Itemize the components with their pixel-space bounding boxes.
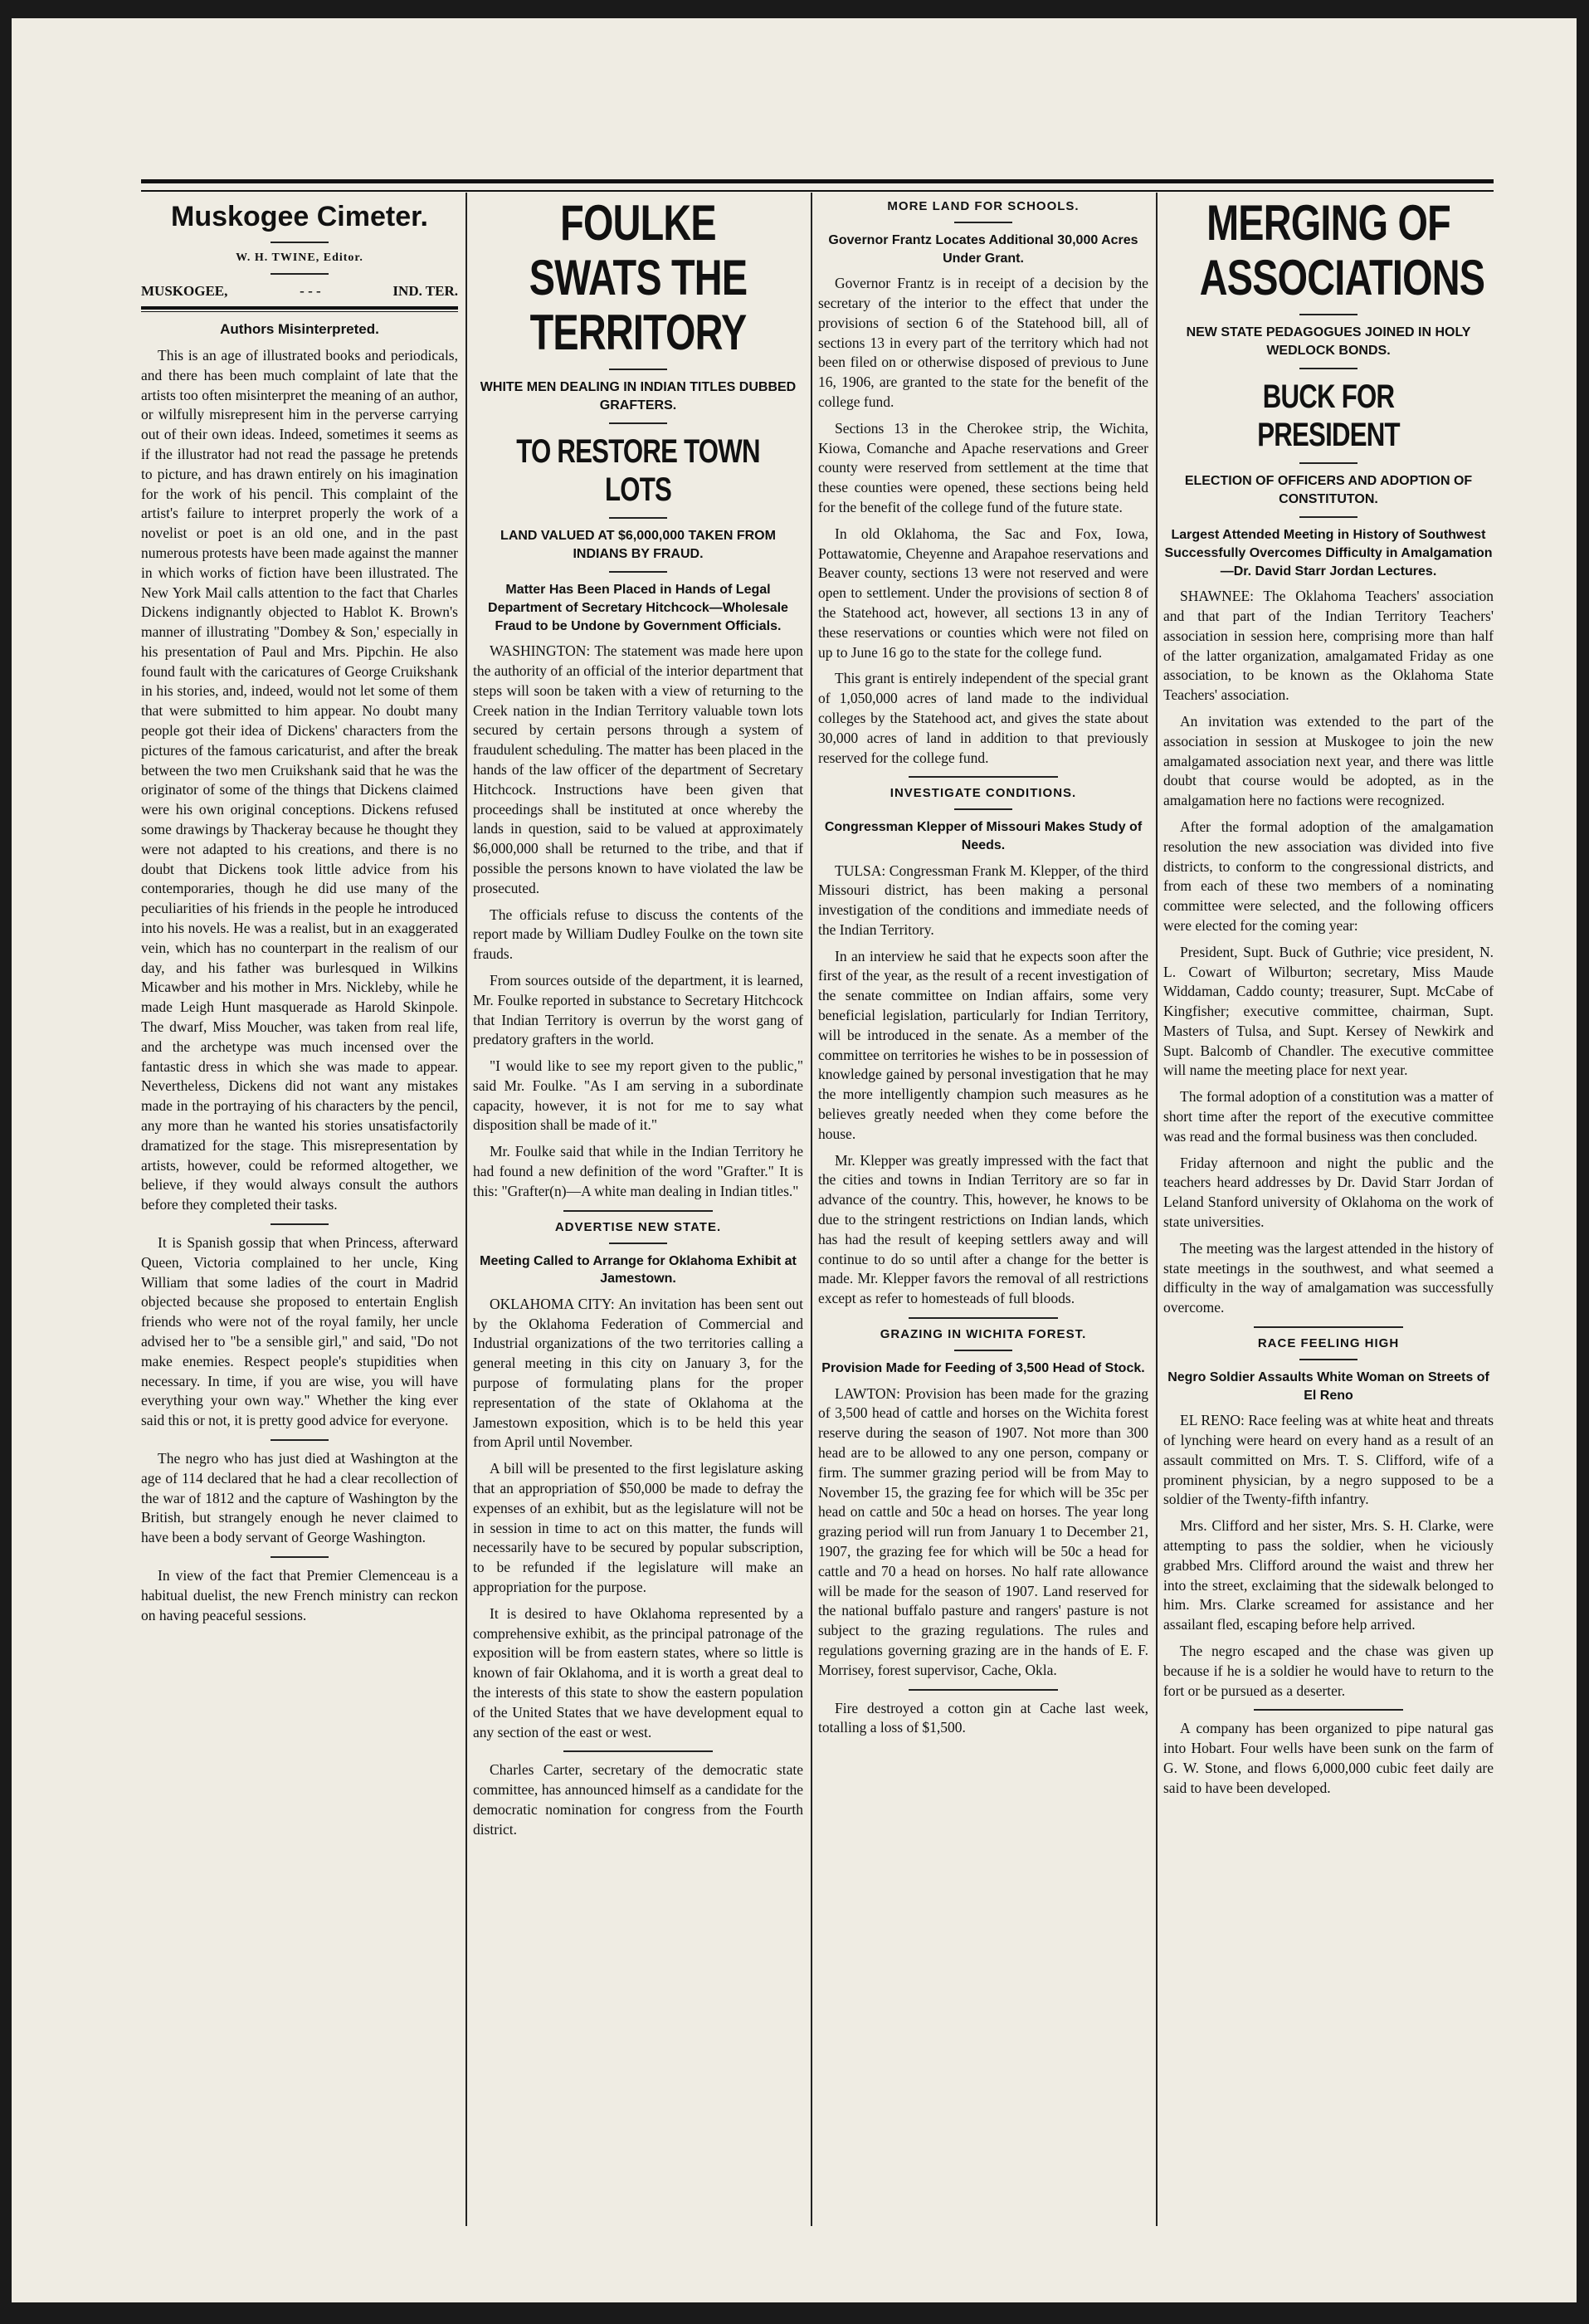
deck: Negro Soldier Assaults White Woman on Streets of El Reno — [1167, 1370, 1489, 1403]
divider — [1299, 516, 1357, 518]
article-paragraph: The meeting was the largest attended in the history of state meetings in the southwest, and what seemed a difficulty in the way of amalgamation was successfully overcome. — [1163, 1239, 1494, 1316]
article-paragraph: TULSA: Congressman Frank M. Klepper, of the third Missouri district, has been making a personal investigation of the conditions and immediate needs of the Indian Territory. — [818, 862, 1148, 938]
article-paragraph: OKLAHOMA CITY: An invitation has been sent out by the Oklahoma Federation of Commercial and Industrial organizations of the two territories calling a general meeting in this city on January 3, for the purpose of formulating plans for the proper representation of the state of Oklahoma at the Jamestown exposition, which is to be held this year from April until November. — [473, 1295, 803, 1451]
scan-border-right — [1577, 0, 1589, 2324]
article-paragraph: It is Spanish gossip that when Princess, afterward Queen, Victoria complained to her uncle, King William that some ladies of the court in Madrid objected because she proposed to entertain English friends who were not of the royal family, her uncle advised her to "be a sensible girl," and said, "Do not make enemies. Respect people's stupidities when necessary. In time, if you are wise, you will have everything your own way." Whether the king ever said this or not, it is pretty good advice for everyone. — [141, 1234, 458, 1429]
headline: BUCK FOR PRESIDENT — [1257, 378, 1400, 454]
article-paragraph: "I would like to see my report given to the public," said Mr. Foulke. "As I am serving in a subordinate capacity, however, it is not for me to say what disposition shall be made of it." — [473, 1057, 803, 1134]
divider — [609, 422, 667, 424]
article-heading: ADVERTISE NEW STATE. — [554, 1219, 722, 1234]
article-heading: MORE LAND FOR SCHOOLS. — [887, 199, 1080, 213]
scan-border-bottom — [0, 2302, 1589, 2324]
article-paragraph: Fire destroyed a cotton gin at Cache last week, totalling a loss of $1,500. — [818, 1699, 1148, 1736]
article-paragraph: President, Supt. Buck of Guthrie; vice president, N. L. Cowart of Wilburton; secretary, Miss Maude Widdaman, Caddo county; treasurer, Supt. McCabe of Kingfisher; executive committee, chairman, Supt. Masters of Tulsa, and Supt. Kersey of Newkirk and Supt. Balcomb of Chandler. The executive committee will name the meeting place for next year. — [1163, 943, 1494, 1079]
article-heading: GRAZING IN WICHITA FOREST. — [880, 1327, 1087, 1342]
headline: MERGING OF ASSOCIATIONS — [1199, 196, 1485, 305]
divider — [271, 242, 329, 243]
article-paragraph: It is desired to have Oklahoma represented by a comprehensive exhibit, as the principal patronage of the exposition will be from eastern states, where so little is known of fair Oklahoma, and it is worth a great deal to the interests of this state to show the eastern population of the United States that we have development equal to any section of the east or west. — [473, 1604, 803, 1741]
divider — [954, 1350, 1012, 1351]
column-2 — [473, 196, 803, 2221]
article-paragraph: Governor Frantz is in receipt of a decision by the secretary of the interior to the effect that under the provisions of section 6 of the Statehood bill, all of sections 13 in every part of the territory which had not been filed on or otherwise disposed of previous to June 16, 1906, are granted to the state for the benefit of the college fund. — [818, 275, 1148, 410]
article-paragraph: WASHINGTON: The statement was made here upon the authority of an official of the interior department that steps will soon be taken with a view of returning to the Creek nation in the Indian Territory valuable town lots secured by certain persons through a system of fraudulent scheduling. The matter has been placed in the hands of the law officer of the department of Secretary Hitchcock. Instructions have been given that proceedings shall be instituted at once whereby the lands in question, said to be valued at approximately $6,000,000 shall be returned to the tribe, and that if possible the persons known to have violated the law be prosecuted. — [473, 642, 803, 896]
divider — [609, 369, 667, 370]
divider — [909, 1689, 1058, 1691]
article-paragraph: The formal adoption of a constitution was a matter of short time after the report of the executive committee was read and the formal business was then concluded. — [1163, 1088, 1494, 1145]
article-paragraph: Mrs. Clifford and her sister, Mrs. S. H. Clarke, were attempting to pass the soldier, when he viciously grabbed Mrs. Clifford around the waist and threw her into the street, exclaiming that the sidewalk belonged to him. Mrs. Clarke screamed for assistance and her assailant fled, escaping before help arrived. — [1163, 1517, 1494, 1633]
place-city: MUSKOGEE, — [141, 283, 228, 299]
divider — [1299, 314, 1357, 315]
article-heading: RACE FEELING HIGH — [1257, 1336, 1400, 1351]
column-rule — [465, 193, 467, 2226]
deck: Largest Attended Meeting in History of Southwest Successfully Overcomes Difficulty in Amalgamation—Dr. David Starr Jordan Lectures. — [1164, 528, 1493, 579]
place-state: IND. TER. — [392, 283, 458, 299]
divider — [1254, 1709, 1403, 1711]
article-paragraph: From sources outside of the department, it is learned, Mr. Foulke reported in substance to Secretary Hitchcock that Indian Territory is overrun by the worst gang of predatory grafters in the world. — [473, 971, 803, 1048]
dateline — [141, 283, 458, 300]
headline: FOULKE SWATS THE TERRITORY — [529, 196, 748, 360]
divider — [1299, 462, 1357, 464]
divider — [1299, 368, 1357, 369]
article-paragraph: A bill will be presented to the first legislature asking that an appropriation of $50,000 be made to defray the expenses of an exhibit, but as the legislature will not be in session in time to act on this matter, the funds will necessarily have to be secured by popular subscription, to be refunded if the legislature will make an appropriation for the purpose. — [473, 1460, 803, 1596]
page-top-rule — [141, 179, 1494, 192]
article-paragraph: This is an age of illustrated books and periodicals, and there has been much complaint of late that the artists too often misinterpret the meaning of an author, or wilfully misrepresent him in the perverse carrying out of their own ideas. Indeed, sometimes it seems as if the illustrator had not read the passage he pretends to picture, and has drawn entirely on his imagination for the work of his pencil. This complaint of the artist's failure to interpret properly the work of a novelist or poet is an old one, and in the past numerous protests have been made against the manner in which works of fiction have been illustrated. The New York Mail calls attention to the fact that Charles Dickens indignantly objected to Hablot K. Brown's manner of illustrating "Dombey & Son,' especially in his presentation of Paul and Mrs. Pipchin. He also found fault with the caricatures of George Cruikshank in his stories, and, indeed, would not let some of them that were submitted to him appear. No doubt many people got their idea of Dickens' characters from the pictures of the famous caricaturist, and after the break between the two men Cruikshank said that he was the originator of some of the things that Dickens claimed were his own original conceptions. Dickens refused some drawings by Thackeray because he thought they were not adapted to his creations, and there is no doubt that Dickens took little advice from his contemporaries, though he did use many of the peculiarities of his friends in the people he introduced into his novels. He was a realist, but in an exaggerated vein, which has no counterpart in the realism of our day, and his father was burlesqued in Wilkins Micawber and his mother in Mrs. Nickleby, while he made Leigh Hunt masquerade as Harold Skinpole. The dwarf, Miss Moucher, was taken from real life, and the archetype was much incensed over the fantastic dress in which she was made to appear. Nevertheless, Dickens did not want any mistakes made in the portraying of his characters by the pencil, any more than he wanted his stories unsatisfactorily dramatized for the stage. This misrepresentation by artists, however, could be reformed altogether, we believe, if they would always consult the authors before they completed their tasks. — [141, 346, 458, 1213]
headline: TO RESTORE TOWN LOTS — [516, 433, 760, 509]
divider — [271, 273, 329, 275]
divider — [563, 1210, 713, 1212]
divider — [909, 776, 1058, 778]
article-paragraph: Friday afternoon and night the public and the teachers heard addresses by Dr. David Starr Jordan of Leland Stanford university of Oklahoma on the work of state universities. — [1163, 1154, 1494, 1231]
article-paragraph: After the formal adoption of the amalgamation resolution the new association was divided into five districts, to conform to the congressional districts, and from each of these two members of a nominating committee were selected, and the following officers were elected for the coming year: — [1163, 818, 1494, 934]
article-paragraph: Sections 13 in the Cherokee strip, the Wichita, Kiowa, Comanche and Apache reservations and Greer county were reserved from settlement at the time that these counties were opened, these sections being held for the benefit of the college fund of the future state. — [818, 419, 1148, 515]
article-paragraph: Mr. Foulke said that while in the Indian Territory he had found a new definition of the word "Grafter." It is this: "Grafter(n)—A white man dealing in Indian titles." — [473, 1143, 803, 1199]
article-paragraph: A company has been organized to pipe natural gas into Hobart. Four wells have been sunk on the farm of G. W. Stone, and flows 6,000,000 cubic feet daily are said to have been developed. — [1163, 1720, 1494, 1796]
divider — [271, 1556, 329, 1558]
divider — [954, 222, 1012, 223]
column-rule — [811, 193, 812, 2226]
scan-border-left — [0, 0, 12, 2324]
column-rule — [1156, 193, 1158, 2226]
editor-line: W. H. TWINE, Editor. — [236, 251, 363, 264]
scan-border-top — [0, 0, 1589, 18]
article-paragraph: The officials refuse to discuss the contents of the report made by William Dudley Foulke on the town site frauds. — [473, 906, 803, 963]
article-paragraph: In view of the fact that Premier Clemenceau is a habitual duelist, the new French ministry can reckon on having peaceful sessions. — [141, 1566, 458, 1623]
article-heading: INVESTIGATE CONDITIONS. — [890, 786, 1077, 801]
deck: Matter Has Been Placed in Hands of Legal Department of Secretary Hitchcock—Wholesale Fraud to be Undone by Government Officials. — [488, 583, 788, 633]
deck: LAND VALUED AT $6,000,000 TAKEN FROM INDIANS BY FRAUD. — [500, 529, 776, 561]
divider — [609, 1243, 667, 1244]
article-paragraph: Mr. Klepper was greatly impressed with the fact that the cities and towns in Indian Territory are so far in advance of the country. This, however, he knows to be due to the stringent restrictions on Indian lands, which has had the result of keeping settlers away and will continue to do so until after a change for the better is made. Mr. Klepper favors the removal of all restrictions except as refer to homesteads of full bloods. — [818, 1151, 1148, 1307]
article-paragraph: In an interview he said that he expects soon after the first of the year, as the result of a recent investigation of the senate committee on Indian affairs, some very beneficial legislation, particularly for Indian Territory, will be introduced in the senate. As a member of the committee on territories he wishes to be in possession of knowledge gained by personal investigation that he may the more intelligently champion such measures as he believes greatly needed when they come before the house. — [818, 947, 1148, 1142]
divider — [609, 571, 667, 573]
article-paragraph: Charles Carter, secretary of the democratic state committee, has announced himself as a candidate for the democratic nomination for congress from the Fourth district. — [473, 1761, 803, 1838]
column-4 — [1163, 196, 1494, 2221]
article-paragraph: The negro who has just died at Washington at the age of 114 declared that he had a clear recollection of the war of 1812 and the capture of Washington by the British, but strangely enough he never claimed to have been a body servant of George Washington. — [141, 1449, 458, 1546]
article-paragraph: EL RENO: Race feeling was at white heat and threats of lynching were heard on every hand as a result of an assault committed on Mrs. T. S. Clifford, wife of a prominent physician, by a negro supposed to be a soldier of the Twenty-fifth infantry. — [1163, 1412, 1494, 1508]
article-heading: Authors Misinterpreted. — [220, 321, 379, 337]
masthead: Muskogee Cimeter. — [171, 201, 428, 232]
article-paragraph: In old Oklahoma, the Sac and Fox, Iowa, Pottawatomie, Cheyenne and Arapahoe reservations and Beaver county, sections 13 were not reserved and were open to settlement. Under the provisions of section 8 of the Statehood act, however, all sections 13 in any of these reservations or counties which were not filed on up to June 16 go to the state for the college fund. — [818, 525, 1148, 661]
deck: ELECTION OF OFFICERS AND ADOPTION OF CONSTITUTON. — [1184, 474, 1473, 506]
divider — [271, 1223, 329, 1225]
article-paragraph: The negro escaped and the chase was given up because if he is a soldier he would have to return to the fort or be pursued as a deserter. — [1163, 1643, 1494, 1699]
deck: Provision Made for Feeding of 3,500 Head of Stock. — [821, 1361, 1145, 1376]
divider — [271, 1439, 329, 1441]
divider — [141, 306, 458, 312]
deck: WHITE MEN DEALING IN INDIAN TITLES DUBBED GRAFTERS. — [480, 380, 797, 413]
divider — [909, 1317, 1058, 1319]
deck: Meeting Called to Arrange for Oklahoma Exhibit at Jamestown. — [480, 1253, 797, 1286]
deck: Governor Frantz Locates Additional 30,000 Acres Under Grant. — [828, 233, 1138, 266]
article-paragraph: This grant is entirely independent of the special grant of 1,050,000 acres of land made to the individual colleges by the Statehood act, and gives the state about 30,000 acres of land in addition to that previously reserved for the college fund. — [818, 670, 1148, 766]
column-3 — [818, 196, 1148, 2221]
divider — [563, 1750, 713, 1752]
article-paragraph: An invitation was extended to the part of the association in session at Muskogee to join the new amalgamated association next year, and there was little doubt that course would be adopted, as in the amalgamation here no factions were recognized. — [1163, 712, 1494, 809]
divider — [1299, 1359, 1357, 1360]
divider — [954, 808, 1012, 810]
divider — [609, 517, 667, 519]
deck: NEW STATE PEDAGOGUES JOINED IN HOLY WEDLOCK BONDS. — [1186, 325, 1471, 358]
deck: Congressman Klepper of Missouri Makes Study of Needs. — [824, 820, 1143, 852]
place-dots: - - - — [300, 283, 321, 299]
article-paragraph: SHAWNEE: The Oklahoma Teachers' association and that part of the Indian Territory Teachers' association in session here, comprising more than half of the latter organization, amalgamated Friday as one association, to be known as the Oklahoma State Teachers' association. — [1163, 588, 1494, 704]
divider — [1254, 1326, 1403, 1328]
article-paragraph: LAWTON: Provision has been made for the grazing of 3,500 head of cattle and horses on the Wichita forest reserve during the season of 1907. Not more than 300 head are to be allowed to any one person, company or firm. The summer grazing period will be from May to November 15, the grazing fee for which will be 35c per head on cattle and 50c a head on horses. The year long grazing period will run from January 1 to December 21, 1907, the grazing fee for which will be 50c a head for cattle and 70 a head on horses. No half rate allowance will be made for the season of 1907. Land reserved for the national buffalo pasture and rangers' pasture is not subject to the grazing regulations. The rules and regulations governing grazing are in the hands of E. F. Morrisey, forest supervisor, Cache, Okla. — [818, 1384, 1148, 1678]
column-1 — [141, 196, 458, 2221]
